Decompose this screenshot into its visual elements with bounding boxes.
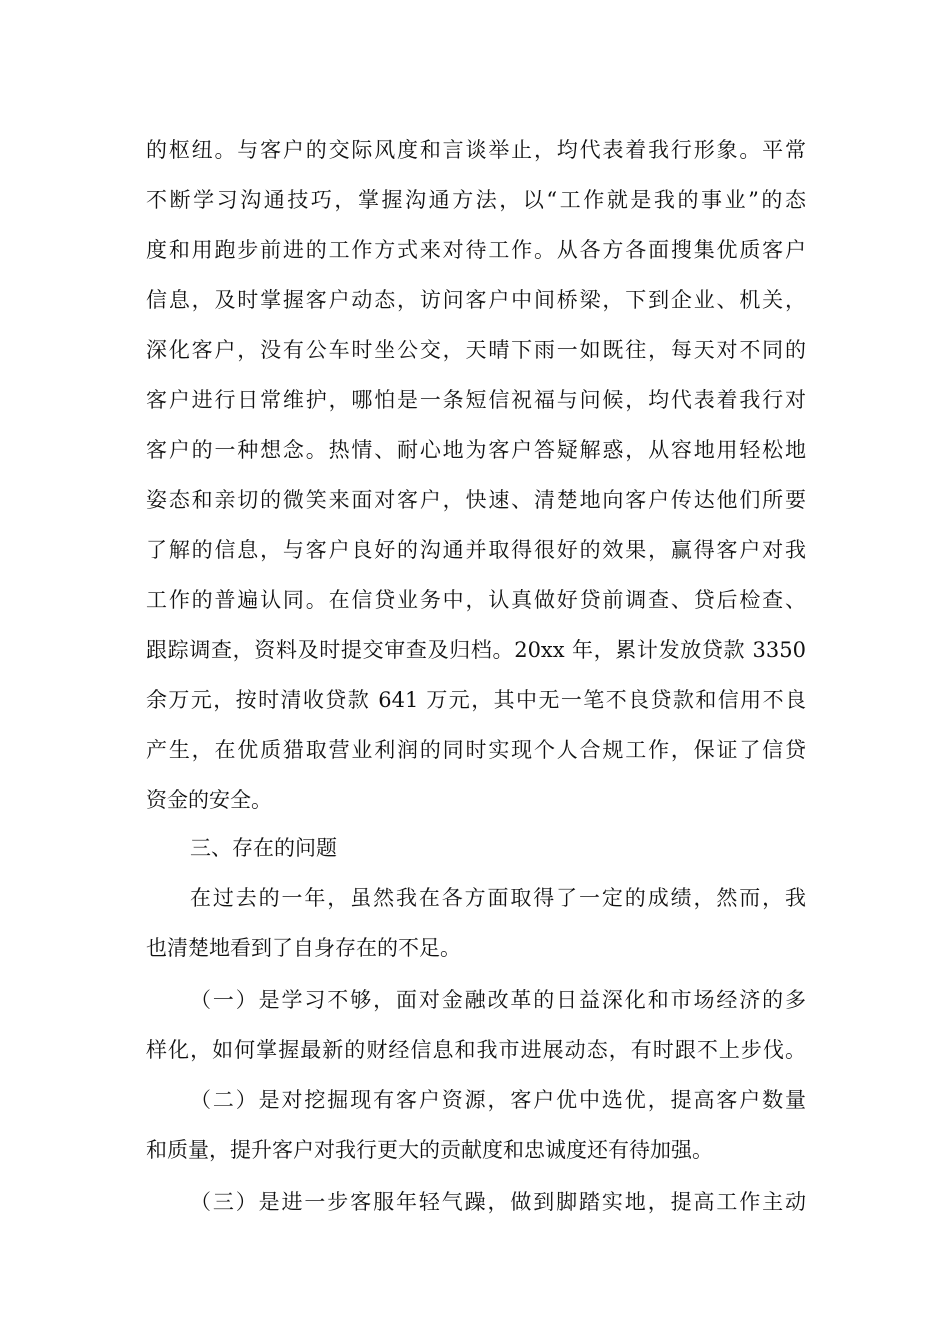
body-text-line: 度和用跑步前进的工作方式来对待工作。从各方各面搜集优质客户 [146,238,806,262]
body-text-line: 跟踪调查，资料及时提交审查及归档。20xx 年，累计发放贷款 3350 [146,638,806,662]
body-text-line: 了解的信息，与客户良好的沟通并取得很好的效果，赢得客户对我 [146,538,806,562]
list-item-line: （三）是进一步客服年轻气躁，做到脚踏实地，提高工作主动 [190,1190,806,1214]
list-item-line: 样化，如何掌握最新的财经信息和我市进展动态，有时跟不上步伐。 [146,1038,806,1062]
list-item-line: （二）是对挖掘现有客户资源，客户优中选优，提高客户数量 [190,1088,806,1112]
list-item-line: （一）是学习不够，面对金融改革的日益深化和市场经济的多 [190,988,806,1012]
body-text-line: 余万元，按时清收贷款 641 万元，其中无一笔不良贷款和信用不良 [146,688,806,712]
body-text-line: 在过去的一年，虽然我在各方面取得了一定的成绩，然而，我 [190,886,806,910]
body-text-line: 姿态和亲切的微笑来面对客户，快速、清楚地向客户传达他们所要 [146,488,806,512]
body-text-line: 信息，及时掌握客户动态，访问客户中间桥梁，下到企业、机关， [146,288,806,312]
body-text-line: 也清楚地看到了自身存在的不足。 [146,936,461,960]
body-text-line: 资金的安全。 [146,788,272,812]
list-item-line: 和质量，提升客户对我行更大的贡献度和忠诚度还有待加强。 [146,1138,713,1162]
body-text-line: 工作的普遍认同。在信贷业务中，认真做好贷前调查、贷后检查、 [146,588,806,612]
body-text-line: 的枢纽。与客户的交际风度和言谈举止，均代表着我行形象。平常 [146,138,806,162]
body-text-line: 产生，在优质猎取营业利润的同时实现个人合规工作，保证了信贷 [146,738,806,762]
body-text-line: 不断学习沟通技巧，掌握沟通方法，以“工作就是我的事业”的态 [146,188,806,212]
section-heading: 三、存在的问题 [190,836,337,860]
body-text-line: 客户的一种想念。热情、耐心地为客户答疑解惑，从容地用轻松地 [146,438,806,462]
body-text-line: 客户进行日常维护，哪怕是一条短信祝福与问候，均代表着我行对 [146,388,806,412]
body-text-line: 深化客户，没有公车时坐公交，天晴下雨一如既往，每天对不同的 [146,338,806,362]
